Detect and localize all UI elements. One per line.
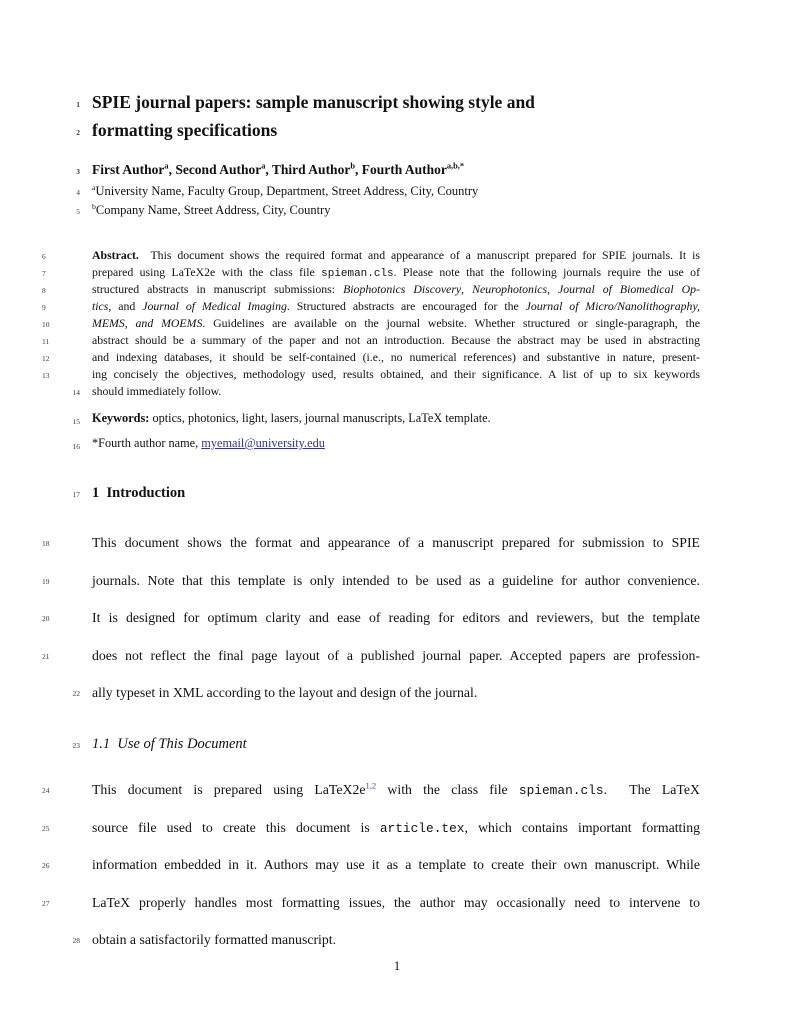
text-segment: information embedded in it. Authors may use it as a template to create their own manuscript. While bbox=[92, 857, 700, 872]
line-number: 16 bbox=[72, 442, 80, 451]
title-line bbox=[76, 88, 700, 116]
abstract-line bbox=[42, 332, 700, 349]
line-number: 1 bbox=[76, 100, 80, 109]
subsection-heading bbox=[72, 734, 700, 755]
page-number: 1 bbox=[393, 958, 401, 973]
text-segment: Journal of Biomedical Op- bbox=[558, 282, 701, 296]
text-segment: . Structured abstracts are encouraged for the bbox=[286, 299, 526, 313]
text-segment: journals. Note that this template is only intended to be used as a guideline for author convenience. bbox=[92, 572, 700, 588]
line-number: 3 bbox=[76, 167, 80, 176]
text-segment: a bbox=[92, 182, 96, 192]
text-segment: SPIE journal papers: sample manuscript showing style and bbox=[92, 92, 535, 112]
text-segment: a bbox=[164, 161, 169, 171]
body-line bbox=[42, 645, 700, 666]
line-number: 12 bbox=[42, 354, 50, 363]
text-segment: 1 Introduction bbox=[92, 485, 186, 501]
text-segment: and indexing databases, it should be self-contained (i.e., no numerical references) and substantive in nature, present- bbox=[92, 350, 700, 364]
text-segment: Company Name, Street Address, City, Country bbox=[95, 203, 331, 217]
line-number: 27 bbox=[42, 898, 50, 908]
body-line bbox=[42, 607, 700, 628]
line-number: 7 bbox=[42, 269, 46, 278]
line-number: 4 bbox=[76, 188, 80, 197]
text-segment: It is designed for optimum clarity and ease of reading for editors and reviewers, but the template bbox=[92, 610, 700, 625]
line-number: 9 bbox=[42, 303, 46, 312]
text-segment: , Third Author bbox=[265, 162, 351, 177]
body-line bbox=[42, 532, 700, 553]
line-number: 24 bbox=[42, 786, 50, 795]
text-segment: , bbox=[461, 282, 473, 296]
line-number: 25 bbox=[42, 823, 50, 833]
line-number: 5 bbox=[76, 207, 80, 216]
body-line bbox=[42, 817, 700, 838]
text-segment: abstract should be a summary of the paper and not an introduction. Because the abstract may be used in abstracting bbox=[92, 333, 700, 347]
text-segment: does not reflect the final page layout of a published journal paper. Accepted papers are profession- bbox=[92, 647, 700, 663]
abstract-line bbox=[42, 264, 700, 281]
abstract-line bbox=[72, 383, 700, 400]
text-segment: a bbox=[261, 161, 266, 171]
abstract-line bbox=[42, 247, 700, 264]
text-segment: ing concisely the objectives, methodology used, results obtained, and their significance. A list of up to six keywords bbox=[92, 367, 700, 381]
text-segment: should immediately follow. bbox=[92, 384, 222, 398]
text-segment: with the class file bbox=[376, 782, 519, 797]
text-segment: prepared using LaTeX2e with the class file bbox=[92, 265, 322, 279]
line-number: 23 bbox=[72, 741, 80, 750]
authors-line bbox=[76, 160, 700, 180]
text-segment: . Please note that the following journals require the use of bbox=[393, 265, 700, 279]
affiliation-line bbox=[76, 201, 700, 220]
line-number: 28 bbox=[72, 936, 80, 945]
text-segment: LaTeX properly handles most formatting issues, the author may occasionally need to intervene to bbox=[92, 894, 700, 910]
abstract-line bbox=[42, 349, 700, 366]
document-lines bbox=[42, 0, 701, 950]
text-segment: . Guidelines are available on the journal website. Whether structured or single-paragraph, the bbox=[202, 316, 700, 330]
title-line bbox=[76, 116, 700, 144]
text-segment: , Fourth Author bbox=[354, 162, 447, 177]
text-segment: This document shows the format and appearance of a manuscript prepared for submission to SPIE bbox=[92, 535, 700, 550]
code-text: spieman.cls bbox=[321, 268, 394, 280]
body-line bbox=[72, 682, 700, 703]
text-segment: Keywords: bbox=[92, 411, 150, 425]
text-segment: This document shows the required format and appearance of a manuscript prepared for SPIE journals. It is bbox=[138, 248, 700, 262]
text-segment: source file used to create this document is bbox=[92, 819, 380, 835]
text-segment: , Second Author bbox=[168, 162, 262, 177]
text-segment: formatting specifications bbox=[92, 120, 278, 140]
text-segment: obtain a satisfactorily formatted manuscript. bbox=[92, 932, 337, 947]
text-segment: tics bbox=[92, 299, 109, 313]
text-segment: Journal of Medical Imaging bbox=[142, 299, 287, 313]
code-text: spieman.cls bbox=[518, 783, 604, 798]
line-number: 22 bbox=[72, 689, 80, 698]
text-segment: a,b,* bbox=[446, 161, 465, 171]
text-segment: b bbox=[92, 201, 96, 211]
text-segment: ally typeset in XML according to the layout and design of the journal. bbox=[92, 685, 478, 700]
text-segment: 1.1 Use of This Document bbox=[92, 736, 247, 752]
line-number: 8 bbox=[42, 286, 46, 295]
abstract-line bbox=[42, 298, 700, 315]
correspondence-line bbox=[72, 435, 700, 452]
affiliation-line bbox=[76, 182, 700, 201]
text-segment: . The LaTeX bbox=[603, 782, 700, 797]
text-segment: , bbox=[547, 282, 559, 296]
line-number: 21 bbox=[42, 651, 50, 661]
line-number: 20 bbox=[42, 614, 50, 623]
citation-superscript: 1,2 bbox=[365, 780, 377, 791]
text-segment: Neurophotonics bbox=[472, 282, 548, 296]
text-segment: b bbox=[350, 161, 355, 171]
abstract-line bbox=[42, 315, 700, 332]
body-line bbox=[72, 929, 700, 950]
line-number: 17 bbox=[72, 490, 80, 499]
line-number: 26 bbox=[42, 861, 50, 870]
line-number: 2 bbox=[76, 128, 80, 137]
text-segment: This document is prepared using LaTeX2e bbox=[92, 782, 366, 797]
line-number: 18 bbox=[42, 539, 50, 548]
section-heading bbox=[72, 483, 700, 504]
text-segment: Journal of Micro/Nanolithography, bbox=[525, 299, 700, 313]
abstract-line bbox=[42, 281, 701, 298]
line-number: 10 bbox=[42, 320, 50, 329]
abstract-line bbox=[42, 366, 700, 383]
email-link[interactable]: myemail@university.edu bbox=[201, 436, 325, 450]
text-segment: Abstract. bbox=[92, 248, 139, 262]
text-segment: University Name, Faculty Group, Department, Street Address, City, Country bbox=[95, 184, 479, 198]
line-number: 19 bbox=[42, 576, 50, 586]
body-line bbox=[42, 892, 700, 913]
line-number: 6 bbox=[42, 252, 46, 261]
text-segment: Biophotonics Discovery bbox=[343, 282, 462, 296]
keywords-line bbox=[72, 410, 700, 427]
code-text: article.tex bbox=[379, 820, 465, 836]
line-number: 11 bbox=[42, 337, 50, 346]
body-line bbox=[42, 779, 700, 800]
text-segment: , which contains important formatting bbox=[464, 819, 700, 835]
body-line bbox=[42, 854, 700, 875]
text-segment: First Author bbox=[92, 162, 165, 177]
text-segment: , and bbox=[108, 299, 143, 313]
line-number: 13 bbox=[42, 371, 50, 380]
text-segment: structured abstracts in manuscript submissions: bbox=[92, 282, 344, 296]
line-number: 15 bbox=[72, 417, 80, 426]
body-line bbox=[42, 570, 700, 591]
text-segment: MEMS, and MOEMS bbox=[92, 316, 203, 330]
line-number: 14 bbox=[72, 388, 80, 397]
text-segment: *Fourth author name, bbox=[92, 436, 202, 450]
text-segment: optics, photonics, light, lasers, journal manuscripts, LaTeX template. bbox=[149, 411, 491, 425]
